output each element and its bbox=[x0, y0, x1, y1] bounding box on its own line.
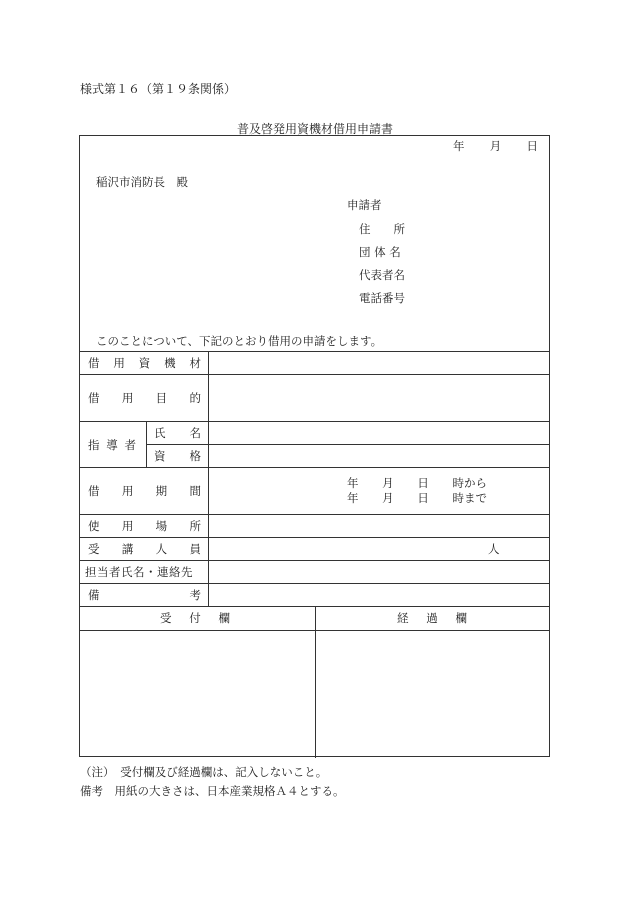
request-statement: このことについて、下記のとおり借用の申請をします。 bbox=[96, 334, 383, 348]
reception-header: 受 付 欄 bbox=[160, 611, 230, 625]
date-field[interactable] bbox=[453, 138, 538, 154]
progress-header: 経 過 欄 bbox=[397, 611, 467, 625]
purpose-label: 借 用 目 的 bbox=[88, 391, 201, 405]
address-label: 住 所 bbox=[359, 222, 405, 236]
group-name-label: 団 体 名 bbox=[359, 245, 401, 259]
day-label: 日 bbox=[526, 139, 538, 153]
equipment-label: 借 用 資 機 材 bbox=[88, 356, 201, 370]
addressee: 稲沢市消防長 殿 bbox=[96, 175, 188, 189]
participants-label: 受 講 人 員 bbox=[88, 542, 201, 556]
contact-label: 担当者氏名・連絡先 bbox=[85, 565, 193, 579]
purpose-input[interactable] bbox=[209, 375, 550, 421]
period-from[interactable]: 年 月 日 時から bbox=[347, 476, 487, 490]
period-label: 借 用 期 間 bbox=[88, 484, 201, 498]
equipment-input[interactable] bbox=[209, 352, 550, 374]
application-form bbox=[79, 135, 550, 757]
instructor-qualification-label: 資 格 bbox=[154, 449, 201, 463]
applicant-heading: 申請者 bbox=[347, 198, 382, 212]
participants-unit: 人 bbox=[488, 542, 500, 556]
instructor-label: 指 導 者 bbox=[88, 438, 136, 452]
remarks-line: 備考 用紙の大きさは、日本産業規格Ａ４とする。 bbox=[80, 784, 345, 798]
year-label: 年 bbox=[453, 139, 465, 153]
instructor-qualification-input[interactable] bbox=[209, 445, 550, 467]
representative-label: 代表者名 bbox=[359, 268, 405, 282]
location-input[interactable] bbox=[209, 515, 550, 537]
phone-label: 電話番号 bbox=[359, 291, 405, 305]
period-to[interactable]: 年 月 日 時まで bbox=[347, 491, 487, 505]
remarks-input[interactable] bbox=[209, 584, 550, 606]
note-line: （注） 受付欄及び経過欄は、記入しないこと。 bbox=[80, 765, 328, 779]
document-title: 普及啓発用資機材借用申請書 bbox=[236, 122, 393, 136]
contact-input[interactable] bbox=[209, 561, 550, 583]
instructor-divider bbox=[146, 421, 147, 467]
location-label: 使 用 場 所 bbox=[88, 519, 201, 533]
month-label: 月 bbox=[489, 139, 502, 153]
row-divider bbox=[80, 467, 549, 468]
participants-input[interactable] bbox=[209, 538, 479, 560]
form-number: 様式第１６（第１９条関係） bbox=[80, 82, 237, 96]
instructor-name-label: 氏 名 bbox=[154, 426, 201, 440]
instructor-name-input[interactable] bbox=[209, 422, 550, 444]
reception-area bbox=[80, 631, 315, 757]
progress-area bbox=[316, 631, 550, 757]
remarks-label: 備 考 bbox=[88, 588, 201, 602]
